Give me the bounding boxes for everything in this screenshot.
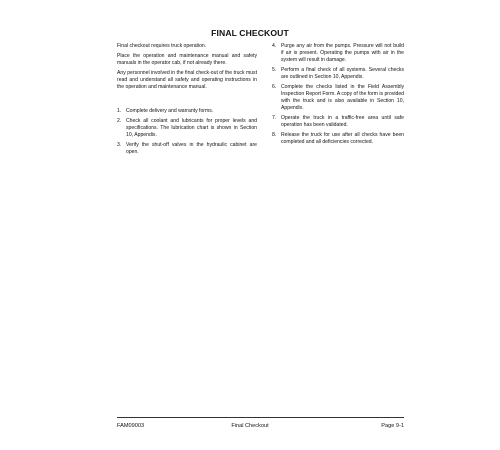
list-item bbox=[117, 108, 257, 115]
list-item bbox=[117, 118, 257, 139]
step-number: 5. bbox=[272, 66, 277, 73]
left-column bbox=[117, 43, 257, 159]
intro-paragraph: Final checkout requires truck operation. bbox=[117, 43, 207, 49]
step-number: 6. bbox=[272, 83, 277, 90]
list-item bbox=[117, 142, 257, 156]
step-text: Purge any air from the pumps. Pressure will not build if air is present. Operating the pumps with air in the system will result in damage. bbox=[281, 43, 404, 63]
step-text: Check all coolant and lubricants for proper levels and specifications. The lubrication chart is shown in Section 10, Appendix. bbox=[126, 117, 257, 138]
right-column bbox=[272, 43, 404, 149]
step-text: Complete the checks listed in the Field Assembly Inspection Report Form. A copy of the form is provided with the truck and is also available in Section 10, Appendix. bbox=[281, 83, 404, 111]
list-item bbox=[272, 84, 404, 112]
step-number: 1. bbox=[117, 107, 122, 114]
intro-paragraph: Any personnel involved in the final check-out of the truck must read and understand all safety and operating instructions in the operation and maintenance manual. bbox=[117, 70, 257, 90]
footer-divider bbox=[117, 417, 404, 418]
step-text: Complete delivery and warranty forms. bbox=[126, 107, 214, 114]
step-text: Verify the shut-off valves in the hydraulic cabinet are open. bbox=[126, 141, 257, 155]
step-number: 3. bbox=[117, 141, 122, 148]
footer-document-id: FAM09003 bbox=[117, 423, 145, 429]
list-item bbox=[272, 132, 404, 146]
step-list-left bbox=[117, 108, 257, 156]
list-item bbox=[272, 115, 404, 129]
list-item bbox=[272, 43, 404, 64]
intro-paragraph: Place the operation and maintenance manual and safety manuals in the operator cab, if not already there. bbox=[117, 53, 257, 66]
step-number: 2. bbox=[117, 117, 122, 124]
step-text: Operate the truck in a traffic-free area until safe operation has been validated. bbox=[281, 114, 404, 128]
page-title: FINAL CHECKOUT bbox=[211, 28, 289, 38]
step-text: Perform a final check of all systems. Several checks are outlined in Section 10, Appendix. bbox=[281, 66, 404, 80]
step-number: 4. bbox=[272, 43, 277, 49]
footer-page-number: Page 9-1 bbox=[381, 423, 404, 429]
footer-section-title: Final Checkout bbox=[231, 423, 269, 429]
step-number: 7. bbox=[272, 114, 277, 121]
step-number: 8. bbox=[272, 131, 277, 138]
list-item bbox=[272, 67, 404, 81]
step-list-right bbox=[272, 43, 404, 146]
step-text: Release the truck for use after all checks have been completed and all deficiencies corrected. bbox=[281, 131, 404, 145]
